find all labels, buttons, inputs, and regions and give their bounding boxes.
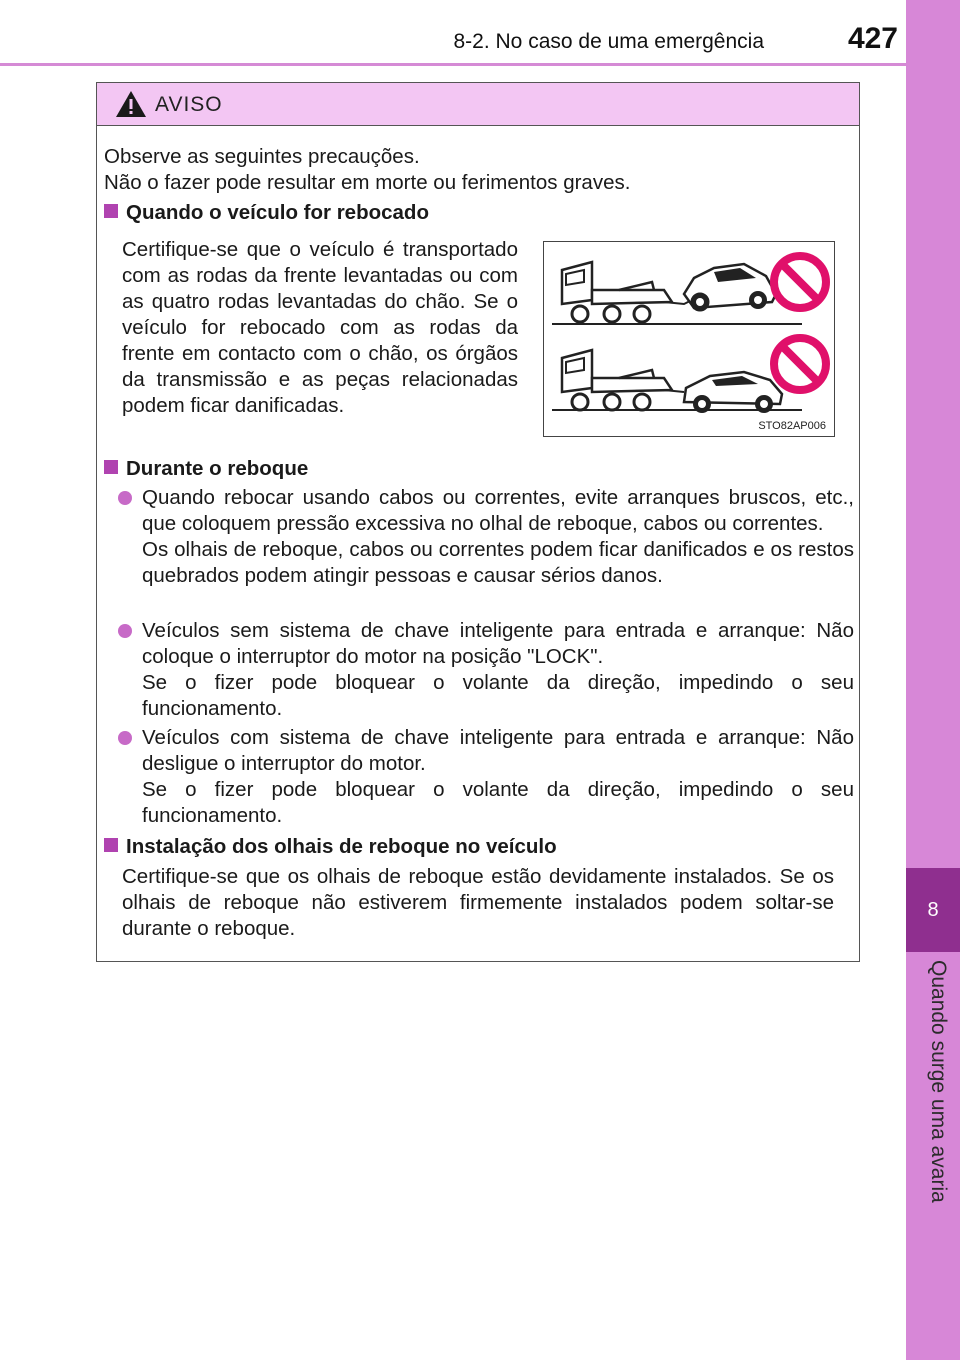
section-title: 8-2. No caso de uma emergência <box>453 30 764 53</box>
chapter-number-box <box>906 868 960 952</box>
chapter-title: Quando surge uma avaria <box>927 960 950 1203</box>
lifted-car-icon <box>684 264 776 311</box>
circle-bullet-icon <box>118 731 132 745</box>
tow-eyelet-paragraph: Certifique-se que os olhais de reboque estão devidamente instalados. Se os olhais de reboque não estiverem firmemente instalados podem soltar-se durante o reboque. <box>122 865 834 940</box>
list-item: Veículos sem sistema de chave inteligente para entrada e arranque: Não coloque o interruptor do motor na posição "LOCK". Se o fizer pode bloquear o volante da direção, impedindo o seu funcionamento. <box>118 618 854 722</box>
warning-intro <box>104 144 854 196</box>
car-icon <box>684 372 782 413</box>
warning-title: AVISO <box>155 93 223 116</box>
section-heading-during-tow: Durante o reboque <box>104 456 844 482</box>
chapter-number: 8 <box>927 898 939 921</box>
square-bullet-icon <box>104 204 118 218</box>
prohibited-icon <box>774 256 826 308</box>
list-item: Quando rebocar usando cabos ou correntes, evite arranques bruscos, etc., que coloquem pressão excessiva no olhal de reboque, cabos ou correntes. Os olhais de reboque, cabos ou correntes podem ficar danificados e os restos quebrados podem atingir pessoas e causar sérios danos. <box>118 485 854 589</box>
figure-code: STO82AP006 <box>758 420 826 432</box>
towing-illustration <box>543 241 835 437</box>
circle-bullet-icon <box>118 491 132 505</box>
square-bullet-icon <box>104 838 118 852</box>
towing-paragraph: Certifique-se que o veículo é transportado com as rodas da frente levantadas ou com as quatro rodas levantadas do chão. Se o veículo for rebocado com as rodas da frente em contacto com o chão, os órgãos da transmissão e as peças relacionadas podem ficar danificadas. <box>122 238 518 417</box>
circle-bullet-icon <box>118 624 132 638</box>
chapter-side-tab <box>906 0 960 1360</box>
tow-truck-diagram <box>544 242 834 436</box>
page-number: 427 <box>847 22 898 55</box>
intro-line-2: Não o fazer pode resultar em morte ou ferimentos graves. <box>104 171 631 194</box>
section-heading-towing: Quando o veículo for rebocado <box>104 200 844 226</box>
warning-header <box>97 83 859 126</box>
warning-triangle-icon <box>115 89 147 119</box>
prohibited-icon <box>774 338 826 390</box>
list-item: Veículos com sistema de chave inteligente para entrada e arranque: Não desligue o interruptor do motor. Se o fizer pode bloquear o volante da direção, impedindo o seu funcionamento. <box>118 725 854 829</box>
section-heading-tow-eyelet: Instalação dos olhais de reboque no veículo <box>104 834 844 860</box>
square-bullet-icon <box>104 460 118 474</box>
header-divider <box>0 63 906 66</box>
intro-line-1: Observe as seguintes precauções. <box>104 145 420 168</box>
